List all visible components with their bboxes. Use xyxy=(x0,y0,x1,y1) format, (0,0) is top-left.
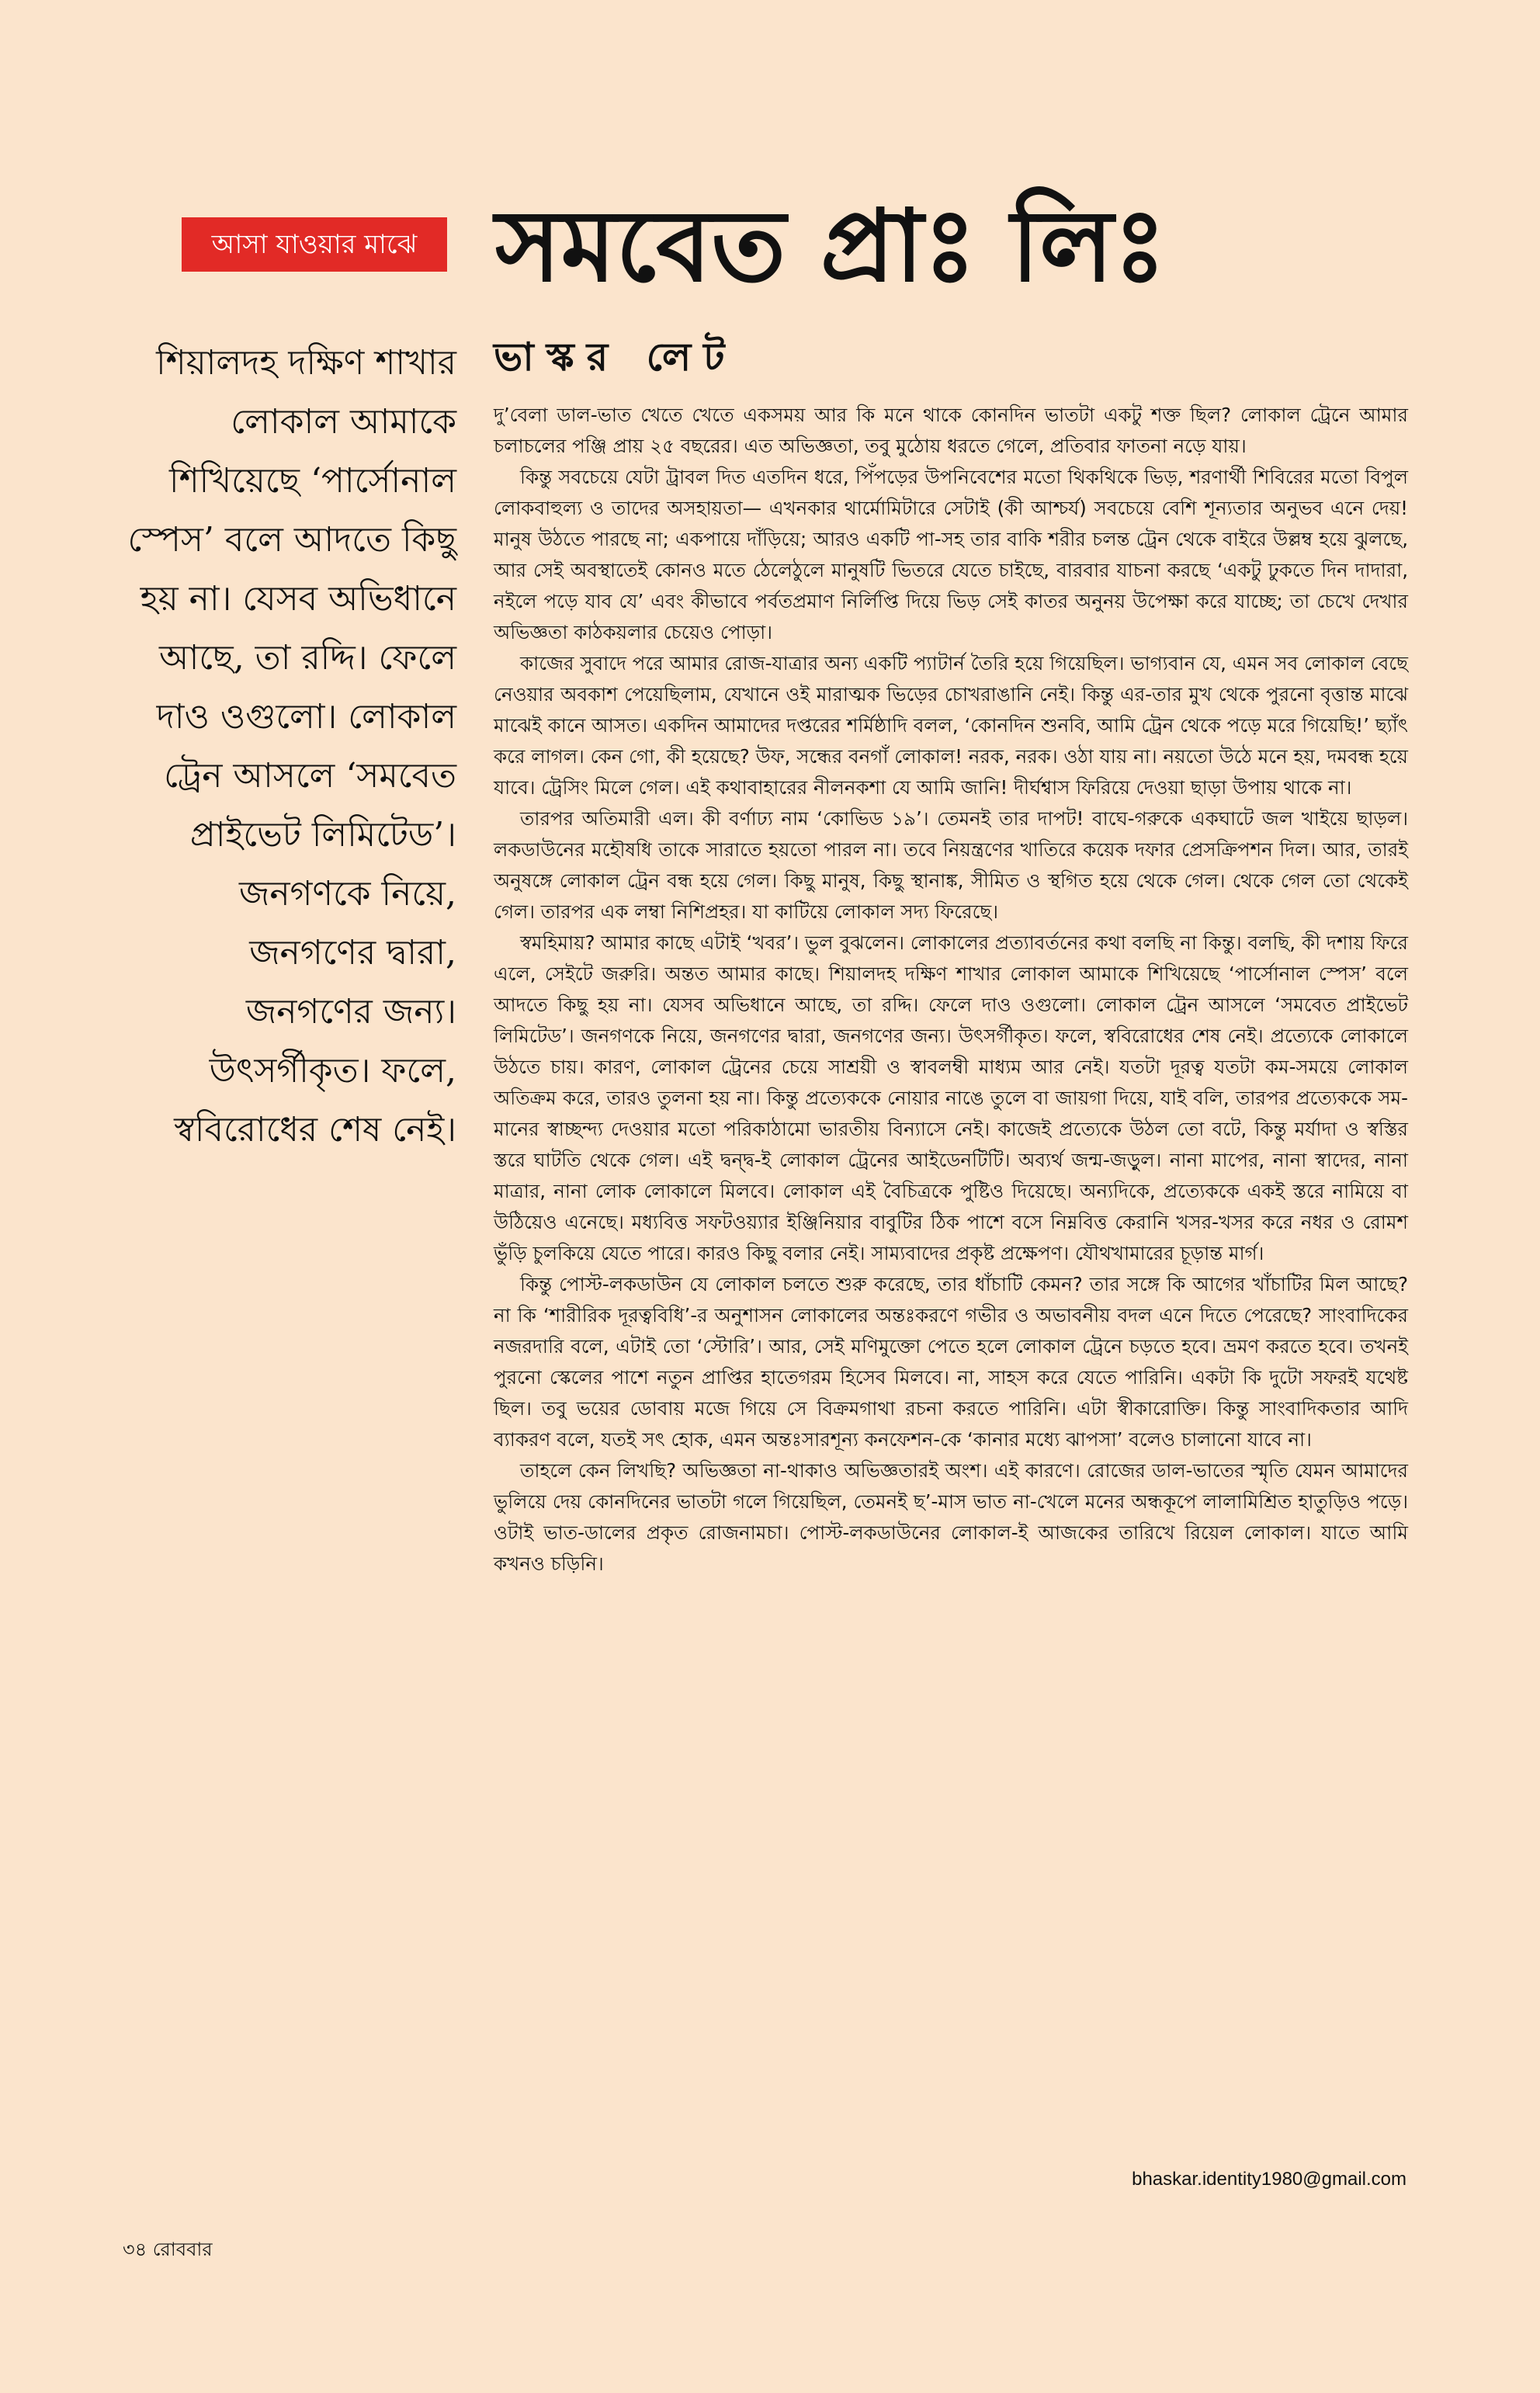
article-paragraph: তাহলে কেন লিখছি? অভিজ্ঞতা না-থাকাও অভিজ্ঞতারই অংশ। এই কারণে। রোজের ডাল-ভাতের স্মৃতি যেমন আমাদের ভুলিয়ে দেয় কোনদিনের ভাতটা গলে গিয়েছিল, তেমনই ছ’-মাস ভাত না-খেলে মনের অন্ধকূপে লালামিশ্রিত হাতুড়িও পড়ে। ওটাই ভাত-ডালের প্রকৃত রোজনামচা। পোস্ট-লকডাউনের লোকাল-ই আজকের তারিখে রিয়েল লোকাল। যাতে আমি কখনও চড়িনি। xyxy=(494,1459,1408,1575)
article-paragraph: কিন্তু সবচেয়ে যেটা ট্রাবল দিত এতদিন ধরে, পিঁপড়ের উপনিবেশের মতো থিকথিকে ভিড়, শরণার্থী শিবিরের মতো বিপুল লোকবাহুল্য ও তাদের অসহায়তা— এখনকার থার্মোমিটারে সেটাই (কী আশ্চর্য) সবচেয়ে বেশি শূন্যতার অনুভব এনে দেয়! মানুষ উঠতে পারছে না; একপায়ে দাঁড়িয়ে; আরও একটি পা-সহ তার বাকি শরীর চলন্ত ট্রেন থেকে বাইরে উল্লম্ব হয়ে ঝুলছে, আর সেই অবস্থাতেই কোনও মতে ঠেলেঠুলে মানুষটি ভিতরে যেতে চাইছে, বারবার যাচনা করছে ‘একটু ঢুকতে দিন দাদারা, নইলে পড়ে যাব যে’ এবং কীভাবে পর্বতপ্রমাণ নির্লিপ্তি দিয়ে ভিড় সেই কাতর অনুনয় উপেক্ষা করে যাচ্ছে; তা চেখে দেখার অভিজ্ঞতা কাঠকয়লার চেয়েও পোড়া। xyxy=(494,466,1408,643)
article-paragraph: স্বমহিমায়? আমার কাছে এটাই ‘খবর’। ভুল বুঝলেন। লোকালের প্রত্যাবর্তনের কথা বলছি না কিন্তু। বলছি, কী দশায় ফিরে এলে, সেইটে জরুরি। অন্তত আমার কাছে। শিয়ালদহ দক্ষিণ শাখার লোকাল আমাকে শিখিয়েছে ‘পার্সোনাল স্পেস’ বলে আদতে কিছু হয় না। যেসব অভিধানে আছে, তা রদ্দি। ফেলে দাও ওগুলো। লোকাল ট্রেন আসলে ‘সমবেত প্রাইভেট লিমিটেড’। জনগণকে নিয়ে, জনগণের দ্বারা, জনগণের জন্য। উৎসর্গীকৃত। ফলে, স্ববিরোধের শেষ নেই। প্রত্যেকে লোকালে উঠতে চায়। কারণ, লোকাল ট্রেনের চেয়ে সাশ্রয়ী ও স্বাবলম্বী মাধ্যম আর নেই। যতটা দূরত্ব যতটা কম-সময়ে লোকাল অতিক্রম করে, তারও তুলনা হয় না। কিন্তু প্রত্যেককে নোয়ার নাঙে তুলে বা জায়গা দিয়ে, যাই বলি, তারপর প্রত্যেককে সম-মানের স্বাচ্ছন্দ্য দেওয়ার মতো পরিকাঠামো ভারতীয় বিন্যাসে নেই। কাজেই প্রত্যেকে উঠল তো বটে, কিন্তু মর্যাদা ও স্বস্তির স্তরে ঘাটতি থেকে গেল। এই দ্বন্দ্ব-ই লোকাল ট্রেনের আইডেনটিটি। অব্যর্থ জন্ম-জড়ুল। নানা মাপের, নানা স্বাদের, নানা মাত্রার, নানা লোক লোকালে মিলবে। লোকাল এই বৈচিত্রকে পুষ্টিও দিয়েছে। অন্যদিকে, প্রত্যেককে একই স্তরে নামিয়ে বা উঠিয়েও এনেছে। মধ্যবিত্ত সফটওয়্যার ইঞ্জিনিয়ার বাবুটির ঠিক পাশে বসে নিম্নবিত্ত কেরানি খসর-খসর করে নধর ও রোমশ ভুঁড়ি চুলকিয়ে যেতে পারে। কারও কিছু বলার নেই। সাম্যবাদের প্রকৃষ্ট প্রক্ষেপণ। যৌথখামারের চূড়ান্ত মার্গ। xyxy=(494,931,1408,1264)
page-title: সমবেত প্রাঃ লিঃ xyxy=(495,189,1167,304)
author-email: bhaskar.identity1980@gmail.com xyxy=(1132,2169,1406,2190)
page-folio: ৩৪ রোববার xyxy=(123,2239,213,2260)
pull-quote: শিয়ালদহ দক্ষিণ শাখার লোকাল আমাকে শিখিয়েছে ‘পার্সোনাল স্পেস’ বলে আদতে কিছু হয় না। যেসব অভিধানে আছে, তা রদ্দি। ফেলে দাও ওগুলো। লোকাল ট্রেন আসলে ‘সমবেত প্রাইভেট লিমিটেড’। জনগণকে নিয়ে, জনগণের দ্বারা, জনগণের জন্য। উৎসর্গীকৃত। ফলে, স্ববিরোধের শেষ নেই। xyxy=(127,343,456,1150)
article-paragraph: দু’বেলা ডাল-ভাত খেতে খেতে একসময় আর কি মনে থাকে কোনদিন ভাতটা একটু শক্ত ছিল? লোকাল ট্রেনে আমার চলাচলের পঞ্জি প্রায় ২৫ বছরের। এত অভিজ্ঞতা, তবু মুঠোয় ধরতে গেলে, প্রতিবার ফাতনা নড়ে যায়। xyxy=(494,404,1408,457)
article-body xyxy=(494,400,1408,1580)
article-paragraph: তারপর অতিমারী এল। কী বর্ণাঢ্য নাম ‘কোভিড ১৯’। তেমনই তার দাপট! বাঘে-গরুকে একঘাটে জল খাইয়ে ছাড়ল। লকডাউনের মহৌষধি তাকে সারাতে হয়তো পারল না। তবে নিয়ন্ত্রণের খাতিরে কয়েক দফার প্রেসক্রিপশন দিল। আর, তারই অনুষঙ্গে লোকাল ট্রেন বন্ধ হয়ে গেল। কিছু মানুষ, কিছু স্থানাঙ্ক, সীমিত ও স্থগিত হয়ে থেকে গেল। থেকে গেল তো থেকেই গেল। তারপর এক লম্বা নিশিপ্রহর। যা কাটিয়ে লোকাল সদ্য ফিরেছে। xyxy=(494,807,1408,923)
article-paragraph: কাজের সুবাদে পরে আমার রোজ-যাত্রার অন্য একটি প্যাটার্ন তৈরি হয়ে গিয়েছিল। ভাগ্যবান যে, এমন সব লোকাল বেছে নেওয়ার অবকাশ পেয়েছিলাম, যেখানে ওই মারাত্মক ভিড়ের চোখরাঙানি নেই। কিন্তু এর-তার মুখ থেকে পুরনো বৃত্তান্ত মাঝে মাঝেই কানে আসত। একদিন আমাদের দপ্তরের শর্মিষ্ঠাদি বলল, ‘কোনদিন শুনবি, আমি ট্রেন থেকে পড়ে মরে গিয়েছি!’ ছ্যাঁৎ করে লাগল। কেন গো, কী হয়েছে? উফ, সন্ধের বনগাঁ লোকাল! নরক, নরক। ওঠা যায় না। নয়তো উঠে মনে হয়, দমবন্ধ হয়ে যাবে। ট্রেসিং মিলে গেল। এই কথাবাহারের নীলনকশা যে আমি জানি! দীর্ঘশ্বাস ফিরিয়ে দেওয়া ছাড়া উপায় থাকে না। xyxy=(494,652,1408,799)
section-label: আসা যাওয়ার মাঝে xyxy=(182,217,447,272)
author-byline: ভাস্কর লেট xyxy=(494,335,737,380)
article-paragraph: কিন্তু পোস্ট-লকডাউন যে লোকাল চলতে শুরু করেছে, তার ধাঁচাটি কেমন? তার সঙ্গে কি আগের খাঁচাটির মিল আছে? না কি ‘শারীরিক দূরত্ববিধি’-র অনুশাসন লোকালের অন্তঃকরণে গভীর ও অভাবনীয় বদল এনে দিতে পেরেছে? সাংবাদিকের নজরদারি বলে, এটাই তো ‘স্টোরি’। আর, সেই মণিমুক্তো পেতে হলে লোকাল ট্রেনে চড়তে হবে। ভ্রমণ করতে হবে। তখনই পুরনো স্কেলের পাশে নতুন প্রাপ্তির হাতেগরম হিসেব মিলবে। না, সাহস করে যেতে পারিনি। একটা কি দুটো সফরই যথেষ্ট ছিল। তবু ভয়ের ডোবায় মজে গিয়ে সে বিক্রমগাথা রচনা করতে পারিনি। এটা স্বীকারোক্তি। কিন্তু সাংবাদিকতার আদি ব্যাকরণ বলে, যতই সৎ হোক, এমন অন্তঃসারশূন্য কনফেশন-কে ‘কানার মধ্যে ঝাপসা’ বলেও চালানো যাবে না। xyxy=(494,1273,1408,1451)
